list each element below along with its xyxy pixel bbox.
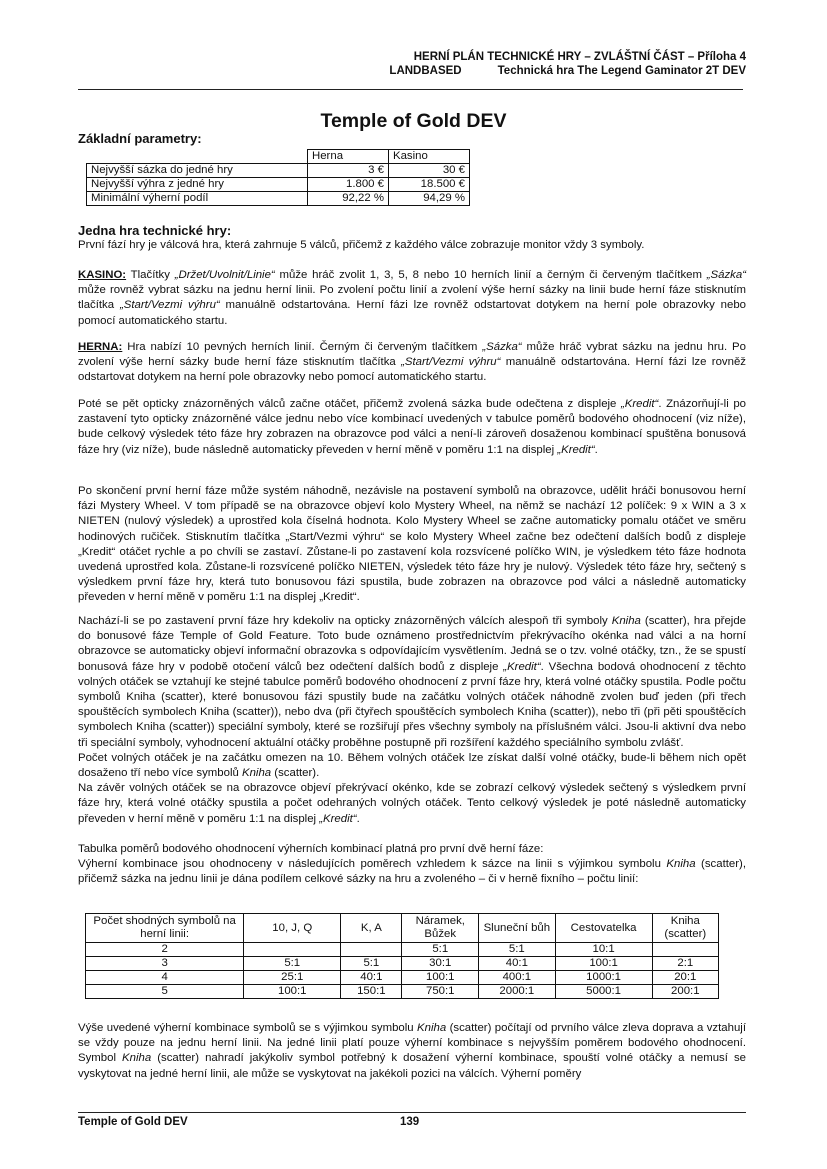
basic-params-heading: Základní parametry:	[78, 131, 202, 146]
header-line-2: Technická hra The Legend Gaminator 2T DEV	[497, 65, 746, 77]
table-row: Nejvyšší výhra z jedné hry 1.800 € 18.500 €	[87, 178, 470, 192]
footer-title: Temple of Gold DEV	[78, 1116, 188, 1128]
column-header: K, A	[341, 914, 402, 943]
herna-label: HERNA:	[78, 341, 123, 353]
kasino-label: KASINO:	[78, 269, 127, 281]
page-header	[78, 50, 746, 78]
kasino-paragraph: KASINO: Tlačítky „Držet/Uvolnit/Linie“ může hráč zvolit 1, 3, 5, 8 nebo 10 herních linií a černým či červeným tlačítkem „Sázka“ může rovněž vybrat sázku na jednu herní linii. Po zvolení počtu linií a zvolení výše herní sázky na linii bude herní fáze stisknutím tlačítka „Start/Vezmi výhru“ manuálně odstartována. Herní fázi lze rovněž odstartovat dotykem na herní pole obrazovky nebo pomocí automatického startu.	[78, 269, 747, 327]
table-row: 5 100:1 150:1 750:1 2000:1 5000:1 200:1	[86, 985, 719, 999]
header-landbased: LANDBASED	[389, 65, 462, 77]
table-row: 4 25:1 40:1 100:1 400:1 1000:1 20:1	[86, 971, 719, 985]
table-row: Nejvyšší sázka do jedné hry 3 € 30 €	[87, 164, 470, 178]
paytable	[85, 913, 719, 999]
column-header: Náramek, Bůžek	[402, 914, 479, 943]
document-title: Temple of Gold DEV	[320, 110, 507, 132]
table-row: 3 5:1 5:1 30:1 40:1 100:1 2:1	[86, 957, 719, 971]
column-header: Sluneční bůh	[479, 914, 556, 943]
column-header: 10, J, Q	[244, 914, 341, 943]
column-header: Kasino	[389, 150, 470, 164]
herna-paragraph: HERNA: Hra nabízí 10 pevných herních linií. Černým či červeným tlačítkem „Sázka“ může hráč vybrat sázku na jednu hru. Po zvolení výše herní sázky bude herní fáze stisknutím tlačítka „Start/Vezmi výhru“ manuálně odstartována. Herní fázi lze rovněž odstartovat dotykem na herní pole obrazovky nebo pomocí automatického startu.	[78, 341, 746, 384]
table-row: Minimální výherní podíl 92,22 % 94,29 %	[87, 192, 470, 206]
column-header: Kniha (scatter)	[652, 914, 718, 943]
mystery-wheel-paragraph: Po skončení první herní fáze může systém náhodně, nezávisle na postavení symbolů na obrazovce, udělit hráči bonusovou herní fázi Mystery Wheel. V tom případě se na obrazovce objeví kolo Mystery Wheel, na němž se nachází 12 políček: 9 x WIN a 3 x NIETEN (nulový výsledek) a uprostřed kola číselná hodnota. Kolo Mystery Wheel se začne automaticky pomalu otáčet ve směru hodinových ručiček. Stisknutím tlačítka „Start/Vezmi výhru“ se kolo Mystery Wheel začne bez odečtení dalších bodů z displeje „Kredit“ otáčet rychle a po chvíli se zastaví. Zůstane-li po zastavení kola rozsvícené políčko WIN, je výsledkem této fáze hodnota uvedená uprostřed kola. Zůstane-li rozsvícené políčko NIETEN, výsledek této fáze hry je nulový. Výsledek této fáze hry, sečtený s výsledkem první fáze hry, která tuto bonusovou fázi spustila, bude zobrazen na obrazovce pod válci a následně automaticky převeden v herní měně v poměru 1:1 na displej „Kredit“.	[78, 485, 746, 604]
footer-rule	[78, 1112, 746, 1113]
paytable-intro: Tabulka poměrů bodového ohodnocení výherních kombinací platná pro první dvě herní fáze: Výherní kombinace jsou ohodnoceny v následujících poměrech vzhledem k sázce na linii s výjimkou symbolu Kniha (scatter), přičemž sázka na jednu linii je dána podílem celkové sázky na hru a zvoleného – či v herně fixního – počtu linií:	[78, 843, 746, 886]
basic-params-table	[86, 149, 470, 206]
closing-paragraph: Výše uvedené výherní kombinace symbolů se s výjimkou symbolu Kniha (scatter) počítají od prvního válce zleva doprava a vztahují se vždy pouze na jednu herní linii. Na jedné linii platí pouze výherní kombinace s nejvyšším poměrem bodového ohodnocení. Symbol Kniha (scatter) nahradí jakýkoliv symbol potřebný k dosažení výherní kombinace, spouští volné otáčky a nemusí se vyskytovat na jedné herní linii, ale může se vyskytovat na jakékoli pozici na válcích. Výherní poměry	[78, 1022, 746, 1080]
table-header-row	[87, 150, 470, 164]
one-game-heading: Jedna hra technické hry:	[78, 223, 232, 238]
reels-paragraph: Poté se pět opticky znázorněných válců začne otáčet, přičemž zvolená sázka bude odečtena z displeje „Kredit“. Znázorňují-li po zastavení tyto opticky znázorněné válce jednu nebo více kombinací uvedených v tabulce poměrů bodového ohodnocení (viz níže), bude celkový výsledek této fáze hry zobrazen na obrazovce pod válci a není-li zároveň dosaženou kombinací spuštěna bonusová fáze hry (viz níže), bude následně automaticky převeden v herní měně v poměru 1:1 na displej „Kredit“.	[78, 398, 746, 456]
one-game-intro: První fází hry je válcová hra, která zahrnuje 5 válců, přičemž z každého válce zobrazuje monitor vždy 3 symboly.	[78, 239, 645, 251]
column-header: Herna	[308, 150, 389, 164]
header-rule	[78, 89, 743, 90]
paytable-header-row	[86, 914, 719, 943]
header-line-1: HERNÍ PLÁN TECHNICKÉ HRY – ZVLÁŠTNÍ ČÁST – Příloha 4	[413, 51, 746, 63]
table-row: 2 5:1 5:1 10:1	[86, 943, 719, 957]
page-number: 139	[400, 1116, 420, 1128]
feature-paragraph: Nachází-li se po zastavení první fáze hry kdekoliv na opticky znázorněných válcích alespoň tři symboly Kniha (scatter), hra přejde do bonusové fáze Temple of Gold Feature. Toto bude oznámeno prostřednictvím překrývacího okénka nad válci a na horní obrazovce se automaticky objeví informační obrazovka s odpovídajícím vysvětlením. Jedná se o tzv. volné otáčky, tzn., že se spustí bonusová fáze hry v podobě otočení válců bez odečtení dalších bodů z displeje „Kredit“. Všechna bodová ohodnocení z těchto volných otáček se vztahují ke stejné tabulce poměrů bodového ohodnocení z první fáze hry, která volné otáčky spustila. Podle počtu symbolů Kniha (scatter), které bonusovou fázi spustily bude na začátku volných otáček náhodně zvolen buď jeden (při třech spouštěcích symbolech Kniha (scatter)), nebo dva (při čtyřech spouštěcích symbolech Kniha (scatter)), nebo tři (při pěti spouštěcích symbolech Kniha (scatter)) speciální symboly, které se rozšiřují přes všechny symboly na příslušném válci. Jsou-li aktivní dva nebo tři speciální symboly, vyhodnocení aktuální otáčky proběhne postupně při rozšíření každého speciálního symbolu zvlášť. Počet volných otáček je na začátku omezen na 10. Během volných otáček lze získat další volné otáčky, bude-li během nich opět dosaženo tří nebo více symbolů Kniha (scatter). Na závěr volných otáček se na obrazovce objeví překrývací okénko, kde se zobrazí celkový výsledek sečtený s výsledkem první fáze hry, která volné otáčky spustila a počet odehraných volných otáček. Tento celkový výsledek je poté následně automaticky převeden v herní měně v poměru 1:1 na displej „Kredit“.	[78, 615, 746, 825]
column-header: Cestovatelka	[555, 914, 652, 943]
column-header: Počet shodných symbolů na herní linii:	[86, 914, 244, 943]
